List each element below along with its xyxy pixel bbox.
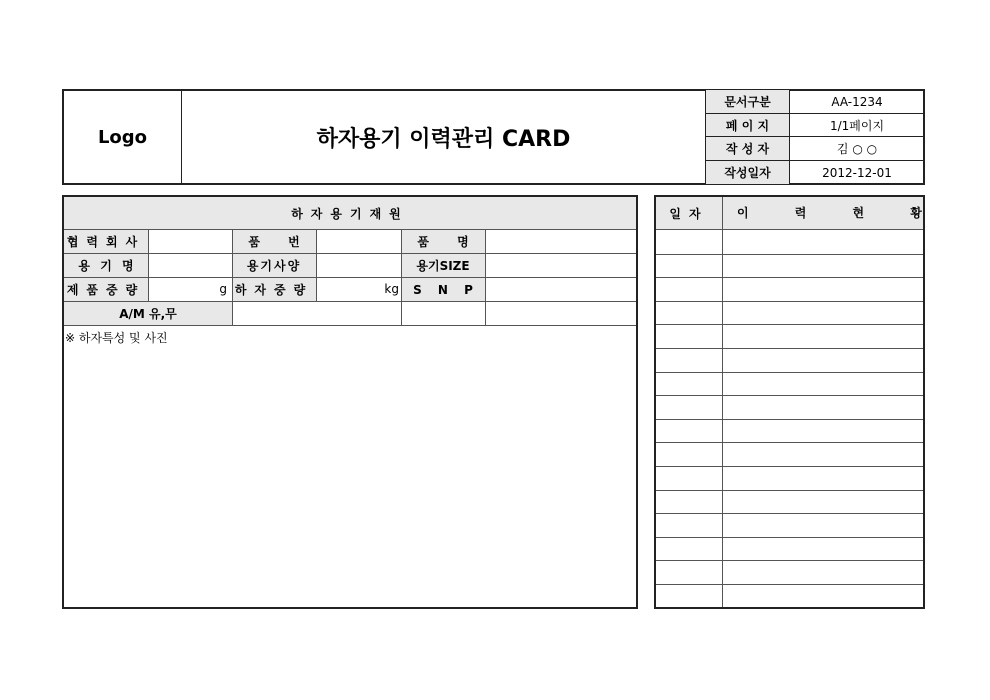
history-col-status: 이 력 현 황 <box>737 206 922 220</box>
history-date-cell[interactable] <box>656 278 722 300</box>
container-size-field[interactable] <box>486 254 636 277</box>
logo: Logo <box>97 126 148 148</box>
label-container-name: 용 기 명 <box>78 259 134 273</box>
part-number-field[interactable] <box>317 230 401 253</box>
meta-label-page: 페 이 지 <box>725 118 770 133</box>
label-part-name: 품 명 <box>417 235 469 249</box>
history-status-cell[interactable] <box>723 255 923 277</box>
label-container-size: 용기SIZE <box>416 259 470 273</box>
history-status-cell[interactable] <box>723 302 923 324</box>
meta-label-author: 작 성 자 <box>725 142 770 156</box>
container-name-field[interactable] <box>149 254 232 277</box>
history-date-cell[interactable] <box>656 373 722 395</box>
container-spec-field[interactable] <box>317 254 401 277</box>
history-date-cell[interactable] <box>656 467 722 489</box>
defect-photo-area[interactable] <box>64 348 636 607</box>
partner-company-field[interactable] <box>149 230 232 253</box>
history-status-cell[interactable] <box>723 443 923 465</box>
history-status-cell[interactable] <box>723 561 923 583</box>
history-status-cell[interactable] <box>723 420 923 442</box>
history-status-cell[interactable] <box>723 396 923 418</box>
history-status-cell[interactable] <box>723 373 923 395</box>
history-date-cell[interactable] <box>656 538 722 560</box>
meta-label-date: 작성일자 <box>724 166 771 180</box>
history-date-cell[interactable] <box>656 255 722 277</box>
meta-value-author: 김 ○ ○ <box>836 142 878 156</box>
history-date-cell[interactable] <box>656 302 722 324</box>
history-date-cell[interactable] <box>656 349 722 371</box>
label-snp: S N P <box>413 282 473 297</box>
part-name-field[interactable] <box>486 230 636 253</box>
history-status-cell[interactable] <box>723 467 923 489</box>
label-product-weight: 제품중량 <box>66 283 146 297</box>
history-date-cell[interactable] <box>656 514 722 536</box>
history-status-cell[interactable] <box>723 278 923 300</box>
label-partner-company: 협력회사 <box>66 235 146 249</box>
spec-title: 하자용기재원 <box>64 197 636 230</box>
defect-weight-unit: kg <box>384 282 399 296</box>
label-defect-weight: 하자중량 <box>234 283 314 297</box>
am-status-field[interactable] <box>233 302 401 325</box>
meta-value-doc-type: AA-1234 <box>831 94 883 109</box>
meta-label-doc-type: 문서구분 <box>724 95 771 109</box>
meta-value-date: 2012-12-01 <box>822 165 892 180</box>
history-date-cell[interactable] <box>656 585 722 607</box>
history-status-cell[interactable] <box>723 325 923 347</box>
history-status-cell[interactable] <box>723 491 923 513</box>
history-date-cell[interactable] <box>656 420 722 442</box>
label-part-number: 품 번 <box>248 235 300 249</box>
label-am-status: A/M 유,무 <box>119 307 177 321</box>
history-col-date: 일자 <box>669 207 709 221</box>
meta-grid <box>706 90 924 184</box>
snp-field[interactable] <box>486 278 636 301</box>
meta-value-page: 1/1페이지 <box>829 118 885 133</box>
history-status-cell[interactable] <box>723 585 923 607</box>
history-date-cell[interactable] <box>656 396 722 418</box>
label-container-spec: 용기사양 <box>246 259 302 273</box>
history-date-cell[interactable] <box>656 443 722 465</box>
history-status-cell[interactable] <box>723 231 923 253</box>
defect-notes-label: ※ 하자특성 및 사진 <box>65 331 168 345</box>
history-date-cell[interactable] <box>656 491 722 513</box>
spec-hline <box>64 325 636 326</box>
product-weight-unit: g <box>219 282 227 296</box>
history-status-cell[interactable] <box>723 349 923 371</box>
history-date-cell[interactable] <box>656 325 722 347</box>
history-status-cell[interactable] <box>723 538 923 560</box>
history-date-cell[interactable] <box>656 561 722 583</box>
history-date-cell[interactable] <box>656 231 722 253</box>
history-status-cell[interactable] <box>723 514 923 536</box>
page-title: 하자용기 이력관리 CARD <box>316 126 571 152</box>
